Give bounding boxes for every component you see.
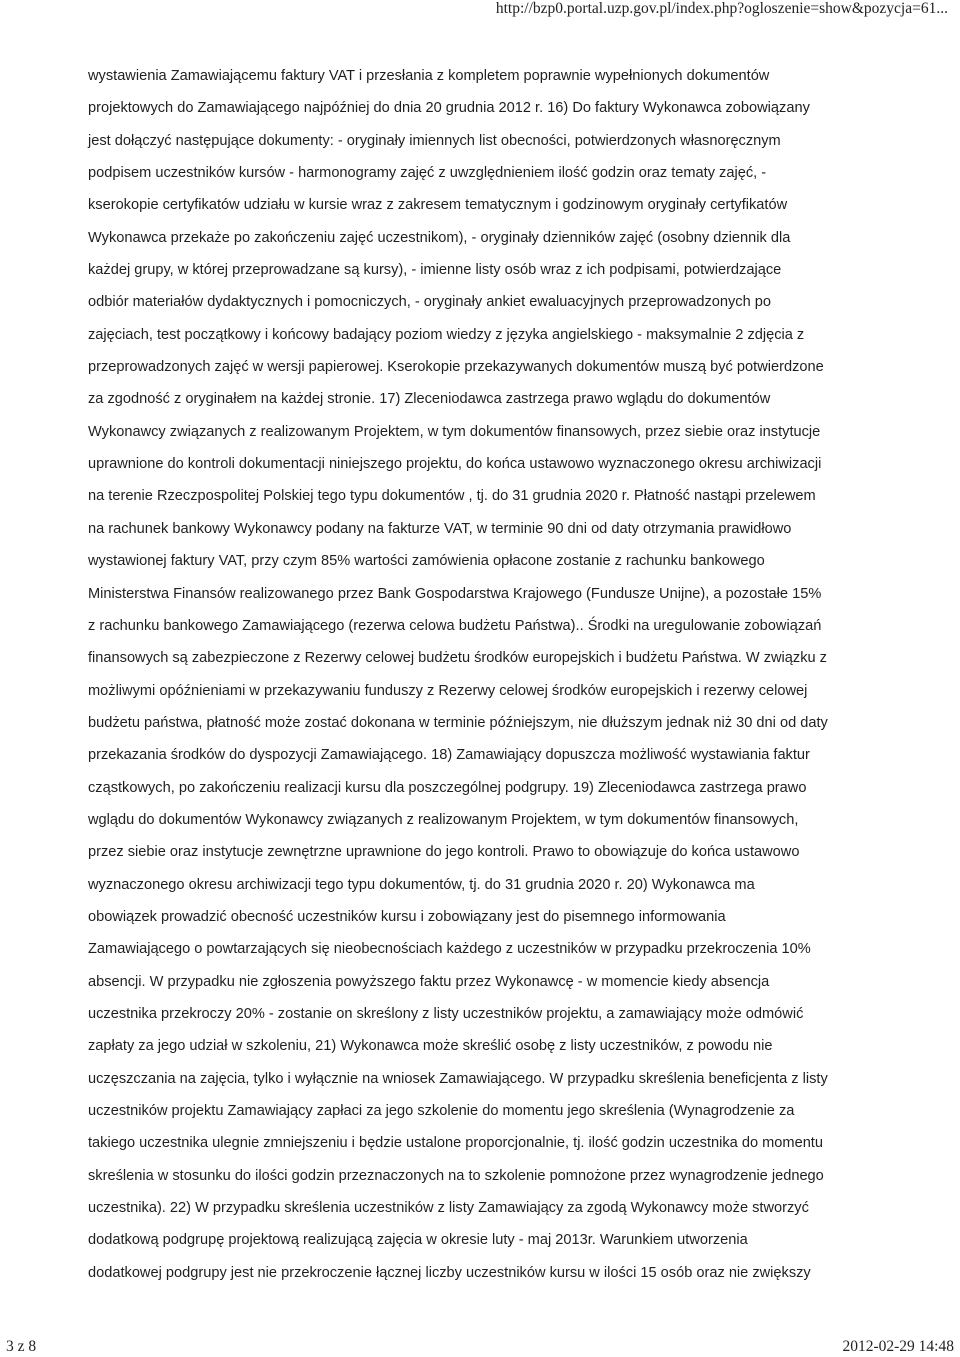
text-line: projektowych do Zamawiającego najpóźniej do dnia 20 grudnia 2012 r. 16) Do faktury Wykonawca zobowiązany bbox=[88, 100, 810, 117]
text-line: za zgodność z oryginałem na każdej stronie. 17) Zleceniodawca zastrzega prawo wglądu do dokumentów bbox=[88, 391, 771, 408]
text-line: takiego uczestnika ulegnie zmniejszeniu i będzie ustalone proporcjonalnie, tj. ilość godzin uczestnika do momentu bbox=[88, 1135, 823, 1152]
text-line: skreślenia w stosunku do ilości godzin przeznaczonych na to szkolenie pomnożone przez wynagrodzenie jednego bbox=[88, 1167, 824, 1184]
document-body bbox=[88, 66, 898, 1295]
text-line: wyznaczonego okresu archiwizacji tego typu dokumentów, tj. do 31 grudnia 2020 r. 20) Wykonawca ma bbox=[88, 876, 755, 893]
text-line: jest dołączyć następujące dokumenty: - oryginały imiennych list obecności, potwierdzonych własnoręcznym bbox=[88, 132, 781, 149]
text-line: Wykonawcy związanych z realizowanym Projektem, w tym dokumentów finansowych, przez siebie oraz instytucje bbox=[88, 423, 821, 440]
text-line: wglądu do dokumentów Wykonawcy związanych z realizowanym Projektem, w tym dokumentów finansowych, bbox=[88, 811, 799, 828]
text-line: przeprowadzonych zajęć w wersji papierowej. Kserokopie przekazywanych dokumentów muszą być potwierdzone bbox=[88, 359, 824, 376]
print-datetime: 2012-02-29 14:48 bbox=[842, 1338, 954, 1355]
text-line: na rachunek bankowy Wykonawcy podany na fakturze VAT, w terminie 90 dni od daty otrzymania prawidłowo bbox=[88, 520, 792, 537]
page-url: http://bzp0.portal.uzp.gov.pl/index.php?ogloszenie=show&pozycja=61... bbox=[495, 0, 948, 17]
text-line: obowiązek prowadzić obecność uczestników kursu i zobowiązany jest do pisemnego informowania bbox=[88, 908, 726, 925]
text-line: Ministerstwa Finansów realizowanego przez Bank Gospodarstwa Krajowego (Fundusze Unijne), a pozostałe 15% bbox=[88, 585, 822, 602]
text-line: zapłaty za jego udział w szkoleniu, 21) Wykonawca może skreślić osobę z listy uczestników, z powodu nie bbox=[88, 1038, 773, 1055]
text-line: każdej grupy, w której przeprowadzane są kursy), - imienne listy osób wraz z ich podpisami, potwierdzające bbox=[88, 262, 782, 279]
text-line: Wykonawca przekaże po zakończeniu zajęć uczestnikom), - oryginały dzienników zajęć (osobny dziennik dla bbox=[88, 229, 791, 246]
text-line: Zamawiającego o powtarzających się nieobecnościach każdego z uczestników w przypadku przekroczenia 10% bbox=[88, 941, 811, 958]
text-line: dodatkowej podgrupy jest nie przekroczenie łącznej liczby uczestników kursu w ilości 15 osób oraz nie zwiększy bbox=[88, 1264, 811, 1281]
text-line: budżetu państwa, płatność może zostać dokonana w terminie późniejszym, nie dłuższym jednak niż 30 dni od daty bbox=[88, 714, 828, 731]
text-line: przez siebie oraz instytucje zewnętrzne uprawnione do jego kontroli. Prawo to obowiązuje do końca ustawowo bbox=[88, 844, 800, 861]
text-line: dodatkową podgrupę projektową realizującą zajęcia w okresie luty - maj 2013r. Warunkiem utworzenia bbox=[88, 1232, 748, 1249]
text-line: uczęszczania na zajęcia, tylko i wyłącznie na wniosek Zamawiającego. W przypadku skreślenia beneficjenta z listy bbox=[88, 1070, 828, 1087]
text-line: podpisem uczestników kursów - harmonogramy zajęć z uwzględnieniem ilość godzin oraz tematy zajęć, - bbox=[88, 165, 767, 182]
text-line: wystawienia Zamawiającemu faktury VAT i przesłania z kompletem poprawnie wypełnionych dokumentów bbox=[88, 68, 770, 84]
text-line: przekazania środków do dyspozycji Zamawiającego. 18) Zamawiający dopuszcza możliwość wystawiania faktur bbox=[88, 747, 810, 764]
text-line: uprawnione do kontroli dokumentacji niniejszego projektu, do końca ustawowo wyznaczonego okresu archiwizacji bbox=[88, 456, 822, 473]
text-line: odbiór materiałów dydaktycznych i pomocniczych, - oryginały ankiet ewaluacyjnych przeprowadzonych po bbox=[88, 294, 771, 311]
text-line: absencji. W przypadku nie zgłoszenia powyższego faktu przez Wykonawcę - w momencie kiedy absencja bbox=[88, 973, 770, 990]
text-line: uczestników projektu Zamawiający zapłaci za jego szkolenie do momentu jego skreślenia (Wynagrodzenie za bbox=[88, 1103, 795, 1119]
text-line: wystawionej faktury VAT, przy czym 85% wartości zamówienia opłacone zostanie z rachunku bankowego bbox=[88, 553, 765, 570]
text-line: z rachunku bankowego Zamawiającego (rezerwa celowa budżetu Państwa).. Środki na uregulowanie zobowiązań bbox=[88, 617, 822, 634]
text-line: cząstkowych, po zakończeniu realizacji kursu dla poszczególnej podgrupy. 19) Zleceniodawca zastrzega prawo bbox=[88, 779, 807, 796]
text-line: zajęciach, test początkowy i końcowy badający poziom wiedzy z języka angielskiego - maksymalnie 2 zdjęcia z bbox=[88, 326, 805, 343]
text-line: możliwymi opóźnieniami w przekazywaniu funduszy z Rezerwy celowej środków europejskich i rezerwy celowej bbox=[88, 682, 808, 699]
text-line: uczestnika). 22) W przypadku skreślenia uczestników z listy Zamawiający za zgodą Wykonawcy może stworzyć bbox=[88, 1200, 809, 1217]
text-line: uczestnika przekroczy 20% - zostanie on skreślony z listy uczestników projektu, a zamawiający może odmówić bbox=[88, 1005, 804, 1022]
page-number: 3 z 8 bbox=[6, 1338, 37, 1355]
text-line: na terenie Rzeczpospolitej Polskiej tego typu dokumentów , tj. do 31 grudnia 2020 r. Płatność nastąpi przelewem bbox=[88, 488, 816, 505]
text-line: kserokopie certyfikatów udziału w kursie wraz z zakresem tematycznym i godzinowym oryginały certyfikatów bbox=[88, 197, 788, 214]
text-line: finansowych są zabezpieczone z Rezerwy celowej budżetu środków europejskich i budżetu Państwa. W związku z bbox=[88, 650, 827, 667]
